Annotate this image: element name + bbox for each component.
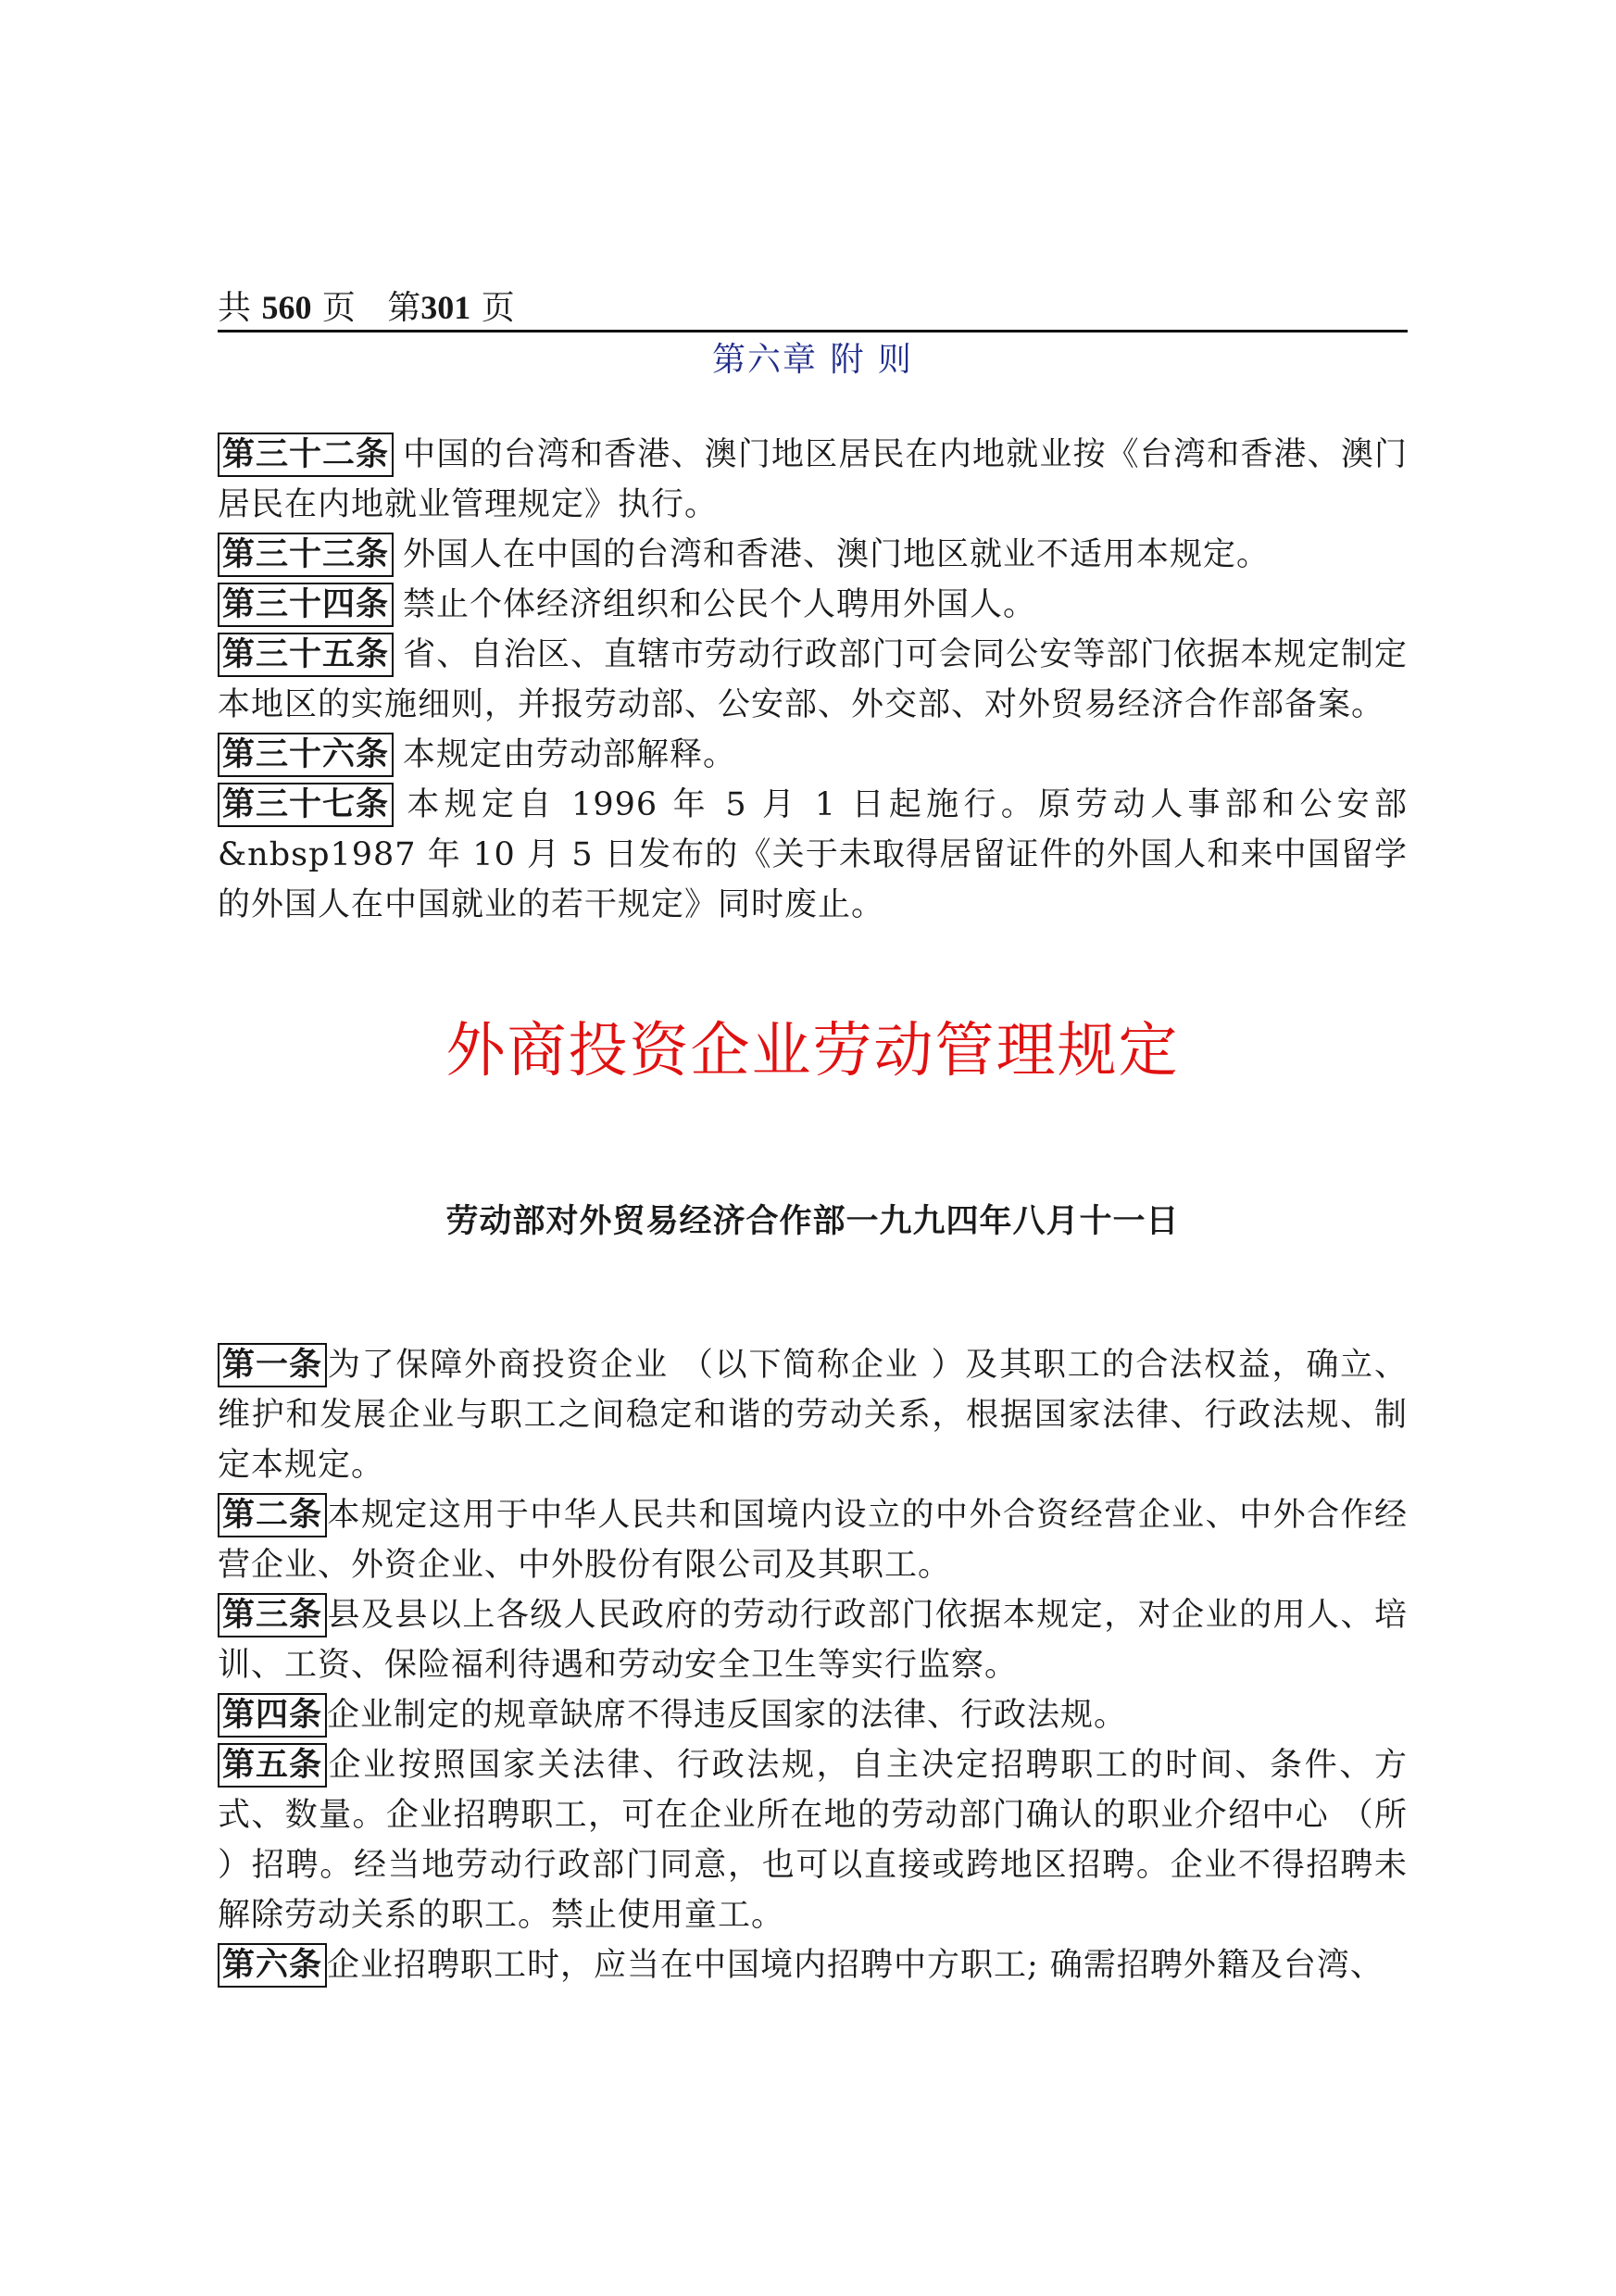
article-label: 第三十七条 [218,783,394,827]
article-label: 第三十二条 [218,433,394,477]
article-label: 第二条 [218,1493,327,1537]
article-text: 本规定这用于中华人民共和国境内设立的中外合资经营企业、中外合作经营企业、外资企业、中外股份有限公司及其职工。 [218,1497,1408,1584]
current-page-suffix: 页 [481,289,515,327]
article [218,1690,1408,1740]
article [218,1590,1408,1690]
article [218,780,1408,930]
article-text: 企业按照国家关法律、行政法规，自主决定招聘职工的时间、条件、方式、数量。企业招聘职工，可在企业所在地的劳动部门确认的职业介绍中心 （所 ）招聘。经当地劳动行政部门同意，也可以直接或跨地区招聘。企业不得招聘未解除劳动关系的职工。禁止使用童工。 [218,1747,1408,1934]
article [218,580,1408,630]
page-header [218,285,1408,332]
current-page-prefix: 第 [387,289,421,327]
document-title: 外商投资企业劳动管理规定 [445,1017,1180,1085]
article-text: 企业制定的规章缺席不得违反国家的法律、行政法规。 [327,1697,1128,1734]
article [218,1340,1408,1490]
article-label: 第六条 [218,1943,327,1988]
total-pages-suffix: 页 [321,289,356,327]
article-label: 第三十三条 [218,533,394,577]
article-label: 第五条 [218,1743,327,1788]
article-label: 第三条 [218,1593,327,1637]
article [218,730,1408,780]
chapter-articles [218,430,1408,930]
document-articles [218,1340,1408,1990]
article-label: 第三十五条 [218,633,394,677]
document-subtitle: 劳动部对外贸易经济合作部一九九四年八月十一日 [445,1202,1180,1240]
total-pages-prefix: 共 [218,289,252,327]
article-label: 第三十六条 [218,733,394,777]
article-label: 第四条 [218,1693,327,1738]
article-text: 外国人在中国的台湾和香港、澳门地区就业不适用本规定。 [403,536,1271,573]
total-pages-count: 560 [261,289,312,326]
article [218,630,1408,730]
article-text: 省、自治区、直辖市劳动行政部门可会同公安等部门依据本规定制定本地区的实施细则，并报劳动部、公安部、外交部、对外贸易经济合作部备案。 [218,636,1408,723]
article-text: 企业招聘职工时，应当在中国境内招聘中方职工; 确需招聘外籍及台湾、 [327,1947,1384,1984]
current-page-number: 301 [420,289,471,326]
chapter-title: 第六章 附 则 [712,341,913,379]
article-text: 县及县以上各级人民政府的劳动行政部门依据本规定，对企业的用人、培训、工资、保险福利待遇和劳动安全卫生等实行监察。 [218,1597,1408,1684]
article-text: 本规定自 1996 年 5 月 1 日起施行。原劳动人事部和公安部 &nbsp1987 年 10 月 5 日发布的《关于未取得居留证件的外国人和来中国留学的外国人在中国就业的若干规定》同时废止。 [218,786,1408,923]
article [218,1940,1408,1990]
article-text: 禁止个体经济组织和公民个人聘用外国人。 [403,586,1037,623]
article [218,1490,1408,1590]
article [218,430,1408,530]
article [218,530,1408,580]
article-text: 中国的台湾和香港、澳门地区居民在内地就业按《台湾和香港、澳门居民在内地就业管理规定》执行。 [218,436,1408,523]
article-label: 第三十四条 [218,583,394,627]
article [218,1740,1408,1940]
article-label: 第一条 [218,1343,327,1387]
article-text: 为了保障外商投资企业 （以下简称企业 ）及其职工的合法权益，确立、维护和发展企业与职工之间稳定和谐的劳动关系，根据国家法律、行政法规、制定本规定。 [218,1347,1408,1484]
article-text: 本规定由劳动部解释。 [403,736,737,773]
